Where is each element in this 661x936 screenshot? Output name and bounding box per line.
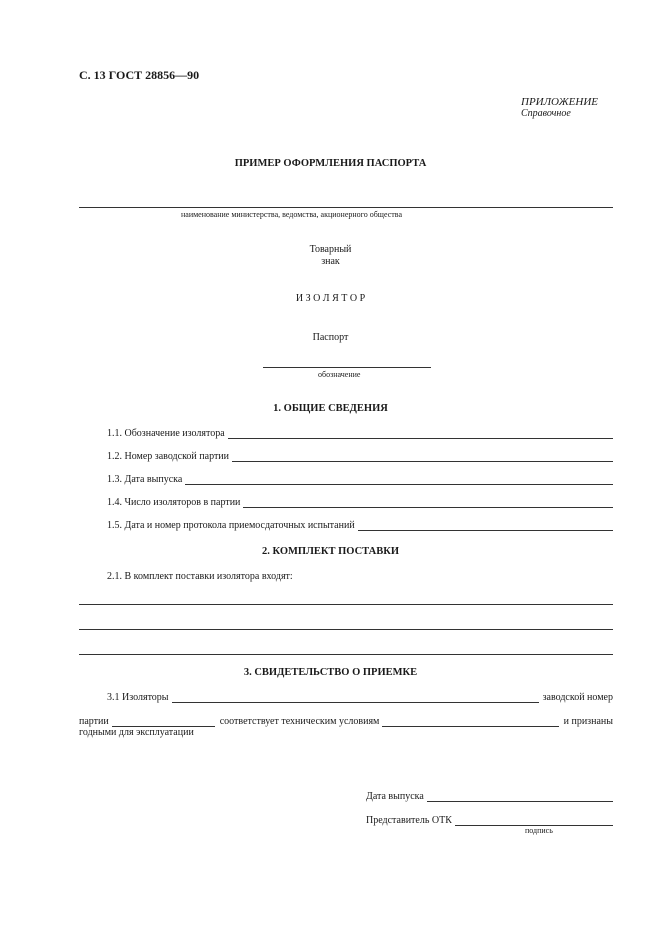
field-row: [107, 428, 613, 439]
trademark-line2: знак: [321, 256, 340, 267]
trademark-line1: Товарный: [309, 244, 352, 255]
acceptance-text: и признаны: [563, 716, 613, 727]
blank-line: [185, 474, 613, 485]
org-name-caption: наименование министерства, ведомства, акционерного общества: [181, 210, 402, 219]
field-label: 1.4. Число изоляторов в партии: [107, 497, 241, 508]
section2-item: 2.1. В комплект поставки изолятора входят:: [107, 571, 293, 582]
blank-line: [382, 716, 558, 727]
designation-caption: обозначение: [318, 370, 361, 379]
field-row: [107, 474, 613, 485]
blank-line: [112, 716, 215, 727]
representative-label: Представитель ОТК: [366, 815, 452, 826]
acceptance-text: заводской номер: [542, 692, 613, 703]
representative-row: [366, 815, 613, 826]
field-label: 1.5. Дата и номер протокола приемосдаточных испытаний: [107, 520, 355, 531]
blank-line: [172, 692, 539, 703]
field-row: [107, 520, 613, 531]
passport-label: Паспорт: [312, 332, 349, 343]
page-header: С. 13 ГОСТ 28856—90: [79, 68, 200, 82]
blank-line: [358, 520, 613, 531]
section2-title: 2. КОМПЛЕКТ ПОСТАВКИ: [261, 546, 400, 557]
acceptance-text: годными для эксплуатации: [79, 727, 194, 738]
field-label: 1.3. Дата выпуска: [107, 474, 183, 485]
blank-line: [228, 428, 613, 439]
blank-line: [79, 604, 613, 605]
blank-line: [232, 451, 613, 462]
blank-line: [455, 815, 613, 826]
signature-caption: подпись: [525, 826, 553, 835]
blank-line: [79, 629, 613, 630]
blank-line: [243, 497, 613, 508]
acceptance-text: партии: [79, 716, 109, 727]
appendix-label: ПРИЛОЖЕНИЕ: [521, 96, 598, 108]
release-date-label: Дата выпуска: [366, 791, 424, 802]
field-row: [107, 497, 613, 508]
document-title: ПРИМЕР ОФОРМЛЕНИЯ ПАСПОРТА: [234, 158, 427, 169]
field-label: 1.1. Обозначение изолятора: [107, 428, 225, 439]
section3-title: 3. СВИДЕТЕЛЬСТВО О ПРИЕМКЕ: [243, 667, 418, 678]
field-label: 1.2. Номер заводской партии: [107, 451, 230, 462]
release-date-row: [366, 791, 613, 802]
org-name-line: [79, 207, 613, 208]
appendix-type: Справочное: [521, 108, 571, 119]
blank-line: [427, 791, 613, 802]
field-row: [107, 451, 613, 462]
acceptance-line1: [107, 692, 613, 703]
acceptance-line2: [79, 716, 613, 727]
section1-title: 1. ОБЩИЕ СВЕДЕНИЯ: [273, 403, 388, 414]
blank-line: [79, 654, 613, 655]
acceptance-text: соответствует техническим условиям: [219, 716, 380, 727]
designation-line: [263, 367, 431, 368]
acceptance-text: 3.1 Изоляторы: [107, 692, 169, 703]
product-name: И З О Л Я Т О Р: [295, 293, 366, 304]
